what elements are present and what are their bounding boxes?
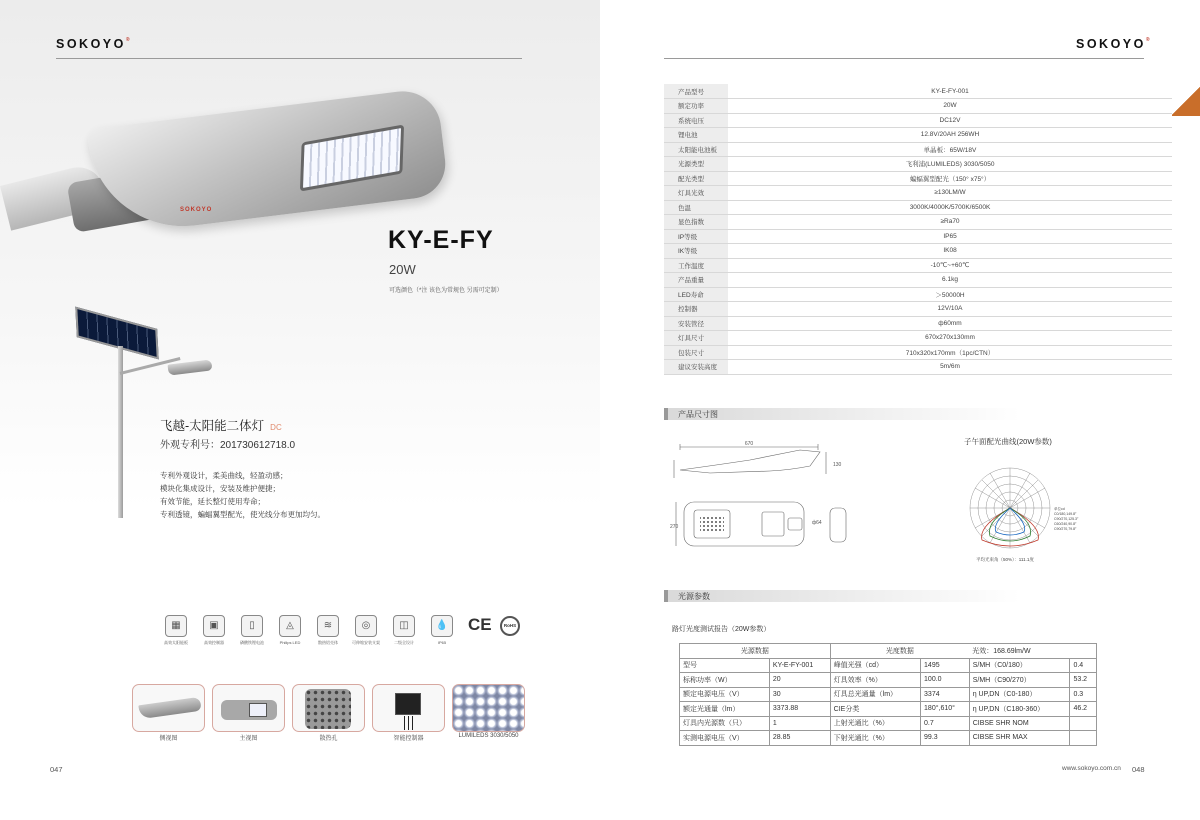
- spec-key: 配光类型: [664, 171, 728, 186]
- table-cell: 0.3: [1070, 687, 1097, 702]
- section-title: 产品尺寸图: [678, 410, 718, 419]
- table-cell: 灯具效率（%）: [830, 673, 920, 688]
- dim-label: ф64: [812, 520, 822, 526]
- table-cell: 实测电源电压（V）: [680, 731, 770, 746]
- polar-curve-title: 子午面配光曲线(20W参数): [964, 437, 1052, 446]
- spec-key: 锂电池: [664, 128, 728, 143]
- table-cell: CIBSE SHR MAX: [969, 731, 1070, 746]
- dim-label: 270: [670, 524, 679, 530]
- spec-key: 控制器: [664, 302, 728, 317]
- spec-key: 显色指数: [664, 215, 728, 230]
- controller-icon: ▣: [203, 615, 225, 637]
- table-cell: 灯具总光通量（lm）: [830, 687, 920, 702]
- spec-value: 飞利浦(LUMILEDS) 3030/5050: [728, 157, 1172, 172]
- table-cell: 30: [769, 687, 830, 702]
- spec-row: [664, 316, 1172, 331]
- dim-label: 670: [744, 441, 754, 447]
- table-row: [680, 658, 1097, 673]
- feature-list: [160, 469, 325, 521]
- feature-line: 有效节能，延长整灯使用寿命；: [160, 497, 265, 506]
- bracket-icon: ◎: [355, 615, 377, 637]
- spec-key: 灯具尺寸: [664, 331, 728, 346]
- spec-key: 安装管径: [664, 316, 728, 331]
- feature-icon-item: ≋ 散热铝壳体: [310, 615, 346, 646]
- table-cell: 3373.88: [769, 702, 830, 717]
- test-report-title: 路灯光度测试报告（20W参数）: [672, 626, 771, 633]
- feature-icon-item: ▣ 高效控制器: [196, 615, 232, 646]
- modular-icon: ◫: [393, 615, 415, 637]
- table-cell: η UP,DN（C180-360）: [969, 702, 1070, 717]
- header-divider: [664, 58, 1144, 59]
- thumb-side-view: [132, 684, 205, 732]
- brand-logo: SOKOYO®: [56, 37, 133, 51]
- feature-line: 专利外观设计，柔美曲线，轻盈动感；: [160, 471, 288, 480]
- table-cell: 1495: [921, 658, 970, 673]
- spec-value: 单晶板：65W/18V: [728, 142, 1172, 157]
- spec-value: 12.8V/20AH 256WH: [728, 128, 1172, 143]
- spec-row: [664, 244, 1172, 259]
- spec-value: -10℃~+60℃: [728, 258, 1172, 273]
- spec-row: [664, 360, 1172, 375]
- feature-line: 专利透镜，蝙蝠翼型配光，使光线分布更加均匀。: [160, 510, 325, 519]
- thumb-main-view: [212, 684, 285, 732]
- thumb-label: 主视图: [239, 736, 258, 742]
- thumb-led: [452, 684, 525, 732]
- spec-row: [664, 142, 1172, 157]
- spec-row: [664, 273, 1172, 288]
- table-cell: KY-E-FY-001: [769, 658, 830, 673]
- corner-tab: [1172, 86, 1200, 116]
- spec-value: ф60mm: [728, 316, 1172, 331]
- section-light-source: [664, 590, 1172, 602]
- table-cell: 峰值光强（cd）: [830, 658, 920, 673]
- spec-row: [664, 287, 1172, 302]
- spec-value: ＞50000H: [728, 287, 1172, 302]
- website-url: www.sokoyo.com.cn: [1062, 765, 1121, 772]
- ce-mark-icon: CE: [468, 615, 492, 634]
- table-header-row: 光源数据 光度数据 光效：168.69lm/W: [680, 644, 1097, 659]
- spec-key: IP等级: [664, 229, 728, 244]
- spec-key: 光源类型: [664, 157, 728, 172]
- spec-row: [664, 258, 1172, 273]
- detail-thumbnails: [132, 684, 532, 744]
- thumb-controller: [372, 684, 445, 732]
- spec-key: IK等级: [664, 244, 728, 259]
- table-cell: 灯具内光源数（只）: [680, 716, 770, 731]
- beam-angle-note: 平均光束角（50%）：111.1度: [976, 557, 1034, 562]
- table-row: [680, 702, 1097, 717]
- header-divider: [56, 58, 522, 59]
- table-cell: 额定电源电压（V）: [680, 687, 770, 702]
- section-dimensions: [664, 408, 1172, 420]
- table-cell: CIBSE SHR NOM: [969, 716, 1070, 731]
- photometric-test-table: [679, 643, 1097, 746]
- spec-value: 670x270x130mm: [728, 331, 1172, 346]
- spec-value: IK08: [728, 244, 1172, 259]
- spec-row: [664, 128, 1172, 143]
- thumb-label: 智能控制器: [393, 736, 424, 742]
- table-cell: [1070, 731, 1097, 746]
- dc-tag: DC: [270, 423, 282, 432]
- model-title: KY-E-FY: [388, 226, 494, 254]
- table-cell: 180°,610°: [921, 702, 970, 717]
- feature-icon-item: ◎ 可伸缩安装支架: [348, 615, 384, 646]
- table-cell: η UP,DN（C0-180）: [969, 687, 1070, 702]
- page-number-right: 048: [1132, 765, 1145, 774]
- spec-key: 额定功率: [664, 99, 728, 114]
- table-cell: S/MH（C0/180）: [969, 658, 1070, 673]
- table-cell: 型号: [680, 658, 770, 673]
- power-rating: 20W: [389, 262, 416, 277]
- table-cell: 上射光通比（%）: [830, 716, 920, 731]
- spec-value: DC12V: [728, 113, 1172, 128]
- table-cell: 53.2: [1070, 673, 1097, 688]
- spec-value: 710x320x170mm（1pc/CTN）: [728, 345, 1172, 360]
- spec-key: 系统电压: [664, 113, 728, 128]
- spec-row: [664, 200, 1172, 215]
- table-cell: S/MH（C90/270）: [969, 673, 1070, 688]
- polar-legend: 单位cd C0/180,149.8° C90/270,125.3° C60/240,90.8° C90/270,79.8°: [1054, 507, 1079, 531]
- spec-key: 灯具光效: [664, 186, 728, 201]
- table-cell: [1070, 716, 1097, 731]
- feature-icon-item: 💧 IP65: [424, 615, 460, 645]
- spec-row: [664, 171, 1172, 186]
- spec-row: [664, 215, 1172, 230]
- table-cell: 0.4: [1070, 658, 1097, 673]
- spec-key: LED寿命: [664, 287, 728, 302]
- spec-value: 3000K/4000K/5700K/6500K: [728, 200, 1172, 215]
- feature-icon-item: ▯ 磷酸铁锂电池: [234, 615, 270, 646]
- rohs-mark-icon: RoHS: [500, 616, 520, 636]
- spec-value: IP65: [728, 229, 1172, 244]
- spec-value: 20W: [728, 99, 1172, 114]
- spec-row: [664, 345, 1172, 360]
- lamp-brand-label: SOKOYO: [180, 207, 213, 213]
- solar-lamp-head: [167, 359, 212, 375]
- spec-key: 色温: [664, 200, 728, 215]
- spec-row: [664, 157, 1172, 172]
- dim-label: 130: [833, 462, 842, 468]
- right-page: [600, 0, 1200, 820]
- color-note: 可选颜色（*注 该色为常规色 另需可定制）: [389, 288, 503, 294]
- table-cell: 28.85: [769, 731, 830, 746]
- spec-row: [664, 186, 1172, 201]
- table-row: [680, 731, 1097, 746]
- solar-panel-icon: ▦: [165, 615, 187, 637]
- table-cell: 1: [769, 716, 830, 731]
- led-icon: ◬: [279, 615, 301, 637]
- table-row: [680, 687, 1097, 702]
- spec-key: 太阳能电池板: [664, 142, 728, 157]
- polar-distribution-chart: [968, 466, 1052, 550]
- spec-key: 包装尺寸: [664, 345, 728, 360]
- thumb-label: 侧视图: [159, 736, 178, 742]
- spec-value: 蝙蝠翼型配光（150° x75°）: [728, 171, 1172, 186]
- battery-icon: ▯: [241, 615, 263, 637]
- section-title: 光源参数: [678, 592, 710, 601]
- spec-value: ≥Ra70: [728, 215, 1172, 230]
- table-cell: 标称功率（W）: [680, 673, 770, 688]
- feature-line: 模块化集成设计，安装及维护便捷；: [160, 484, 280, 493]
- spec-value: 12V/10A: [728, 302, 1172, 317]
- table-cell: 20: [769, 673, 830, 688]
- feature-icon-item: ◫ 二级全设计: [386, 615, 422, 646]
- solar-panel: [75, 307, 158, 360]
- table-cell: CIE分类: [830, 702, 920, 717]
- table-row: [680, 716, 1097, 731]
- spec-value: 5m/6m: [728, 360, 1172, 375]
- thumb-heat-holes: [292, 684, 365, 732]
- table-cell: 0.7: [921, 716, 970, 731]
- spec-value: 6.1kg: [728, 273, 1172, 288]
- table-cell: 3374: [921, 687, 970, 702]
- spec-row: [664, 331, 1172, 346]
- spec-row: [664, 113, 1172, 128]
- table-cell: 下射光通比（%）: [830, 731, 920, 746]
- feature-icon-item: ◬ Philips LED: [272, 615, 308, 645]
- product-title: 飞越-太阳能二体灯 DC: [160, 419, 282, 433]
- table-cell: 99.3: [921, 731, 970, 746]
- feature-icon-item: ▦ 高效太阳能板: [158, 615, 194, 646]
- thumb-label: 散热孔: [319, 736, 338, 742]
- patent-number: 外观专利号：201730612718.0: [160, 440, 296, 451]
- spec-key: 产品型号: [664, 84, 728, 99]
- dimension-drawing: [670, 440, 850, 560]
- spec-row: [664, 302, 1172, 317]
- heat-sink-icon: ≋: [317, 615, 339, 637]
- waterproof-icon: 💧: [431, 615, 453, 637]
- brand-logo: SOKOYO®: [1076, 37, 1153, 51]
- spec-value: ≥130LM/W: [728, 186, 1172, 201]
- spec-row: [664, 99, 1172, 114]
- spec-key: 工作温度: [664, 258, 728, 273]
- spec-row: [664, 84, 1172, 99]
- page-number-left: 047: [50, 765, 63, 774]
- spec-key: 产品重量: [664, 273, 728, 288]
- spec-value: KY-E-FY-001: [728, 84, 1172, 99]
- table-cell: 46.2: [1070, 702, 1097, 717]
- spec-row: [664, 229, 1172, 244]
- table-row: [680, 673, 1097, 688]
- spec-table: [664, 84, 1172, 375]
- feature-icons-row: [158, 615, 528, 651]
- table-cell: 100.0: [921, 673, 970, 688]
- table-cell: 额定光通量（lm）: [680, 702, 770, 717]
- thumb-label: LUMILEDS 3030/5050: [458, 733, 519, 739]
- spec-key: 建议安装高度: [664, 360, 728, 375]
